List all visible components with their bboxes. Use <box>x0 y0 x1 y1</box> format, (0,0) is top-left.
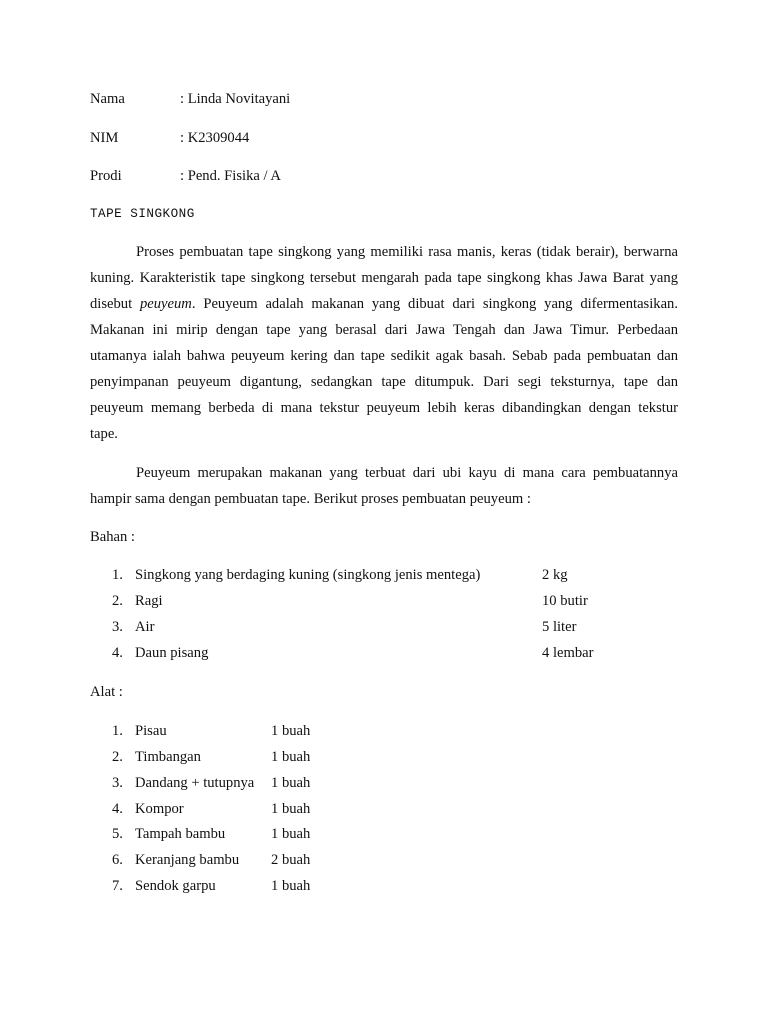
alat-heading: Alat : <box>90 684 123 700</box>
paragraph-line: Makanan ini mirip dengan tape yang berasal dari Jawa Tengah dan Jawa Timur. Perbedaan <box>90 322 678 338</box>
nama-label: Nama <box>90 91 125 107</box>
document-page: Nama : Linda Novitayani NIM : K2309044 Prodi : Pend. Fisika / A TAPE SINGKONG Proses pembuatan tape singkong yang memiliki rasa manis, keras (tidak berair), berwarna kuning. Karakteristik tape singkong tersebut mengarah pada tape singkong khas Jawa Barat yang disebut peuyeum. Peuyeum adalah makanan yang dibuat dari singkong yang difermentasikan. Makanan ini mirip dengan tape yang berasal dari Jawa Tengah dan Jawa Timur. Perbedaan utamanya ialah bahwa peuyeum kering dan tape sedikit agak basah. Sebab pada pembuatan dan penyimpanan peuyeum digantung, sedangkan tape ditumpuk. Dari segi teksturnya, tape dan peuyeum memang berbeda di mana tekstur peuyeum lebih keras dibandingkan dengan tekstur tape. Peuyeum merupakan makanan yang terbuat dari ubi kayu di mana cara pembuatannya hampir sama dengan pembuatan tape. Berikut proses pembuatan peuyeum : Bahan : 1. Singkong yang berdaging kuning (singkong jenis mentega) 2 kg 2. Ragi 10 butir 3. Air 5 liter 4. Daun pisang 4 lembar Alat : 1. Pisau 1 buah 2. Timbangan 1 buah 3. Dandang + tutupnya 1 buah 4. Kompor 1 buah 5. Tampah bambu 1 buah 6. Keranjang bambu 2 buah 7. Sendok garpu 1 buah <box>90 91 678 894</box>
paragraph-line: disebut peuyeum. Peuyeum adalah makanan yang dibuat dari singkong yang difermentasikan. <box>90 296 678 312</box>
paragraph-2 <box>90 460 678 512</box>
paragraph-line: peuyeum memang berbeda di mana tekstur peuyeum lebih keras dibandingkan dengan tekstur <box>90 400 678 416</box>
paragraph-line: tape. <box>90 426 118 442</box>
paragraph-line: Peuyeum merupakan makanan yang terbuat dari ubi kayu di mana cara pembuatannya <box>136 465 678 481</box>
paragraph-line: utamanya ialah bahwa peuyeum kering dan tape sedikit agak basah. Sebab pada pembuatan dan <box>90 348 678 364</box>
nim-value: : K2309044 <box>180 130 250 146</box>
prodi-label: Prodi <box>90 168 122 184</box>
paragraph-line: hampir sama dengan pembuatan tape. Berikut proses pembuatan peuyeum : <box>90 491 531 507</box>
nim-label: NIM <box>90 130 119 146</box>
paragraph-line: penyimpanan peuyeum digantung, sedangkan tape ditumpuk. Dari segi teksturnya, tape dan <box>90 374 678 390</box>
prodi-value: : Pend. Fisika / A <box>180 168 281 184</box>
nama-value: : Linda Novitayani <box>180 91 291 107</box>
peuyeum-italic: peuyeum <box>139 296 192 312</box>
paragraph-1 <box>90 239 678 447</box>
paragraph-line: kuning. Karakteristik tape singkong tersebut mengarah pada tape singkong khas Jawa Barat yang <box>90 270 678 286</box>
paragraph-line: Proses pembuatan tape singkong yang memiliki rasa manis, keras (tidak berair), berwarna <box>136 244 678 260</box>
bahan-heading: Bahan : <box>90 529 135 545</box>
document-title: TAPE SINGKONG <box>90 207 195 221</box>
